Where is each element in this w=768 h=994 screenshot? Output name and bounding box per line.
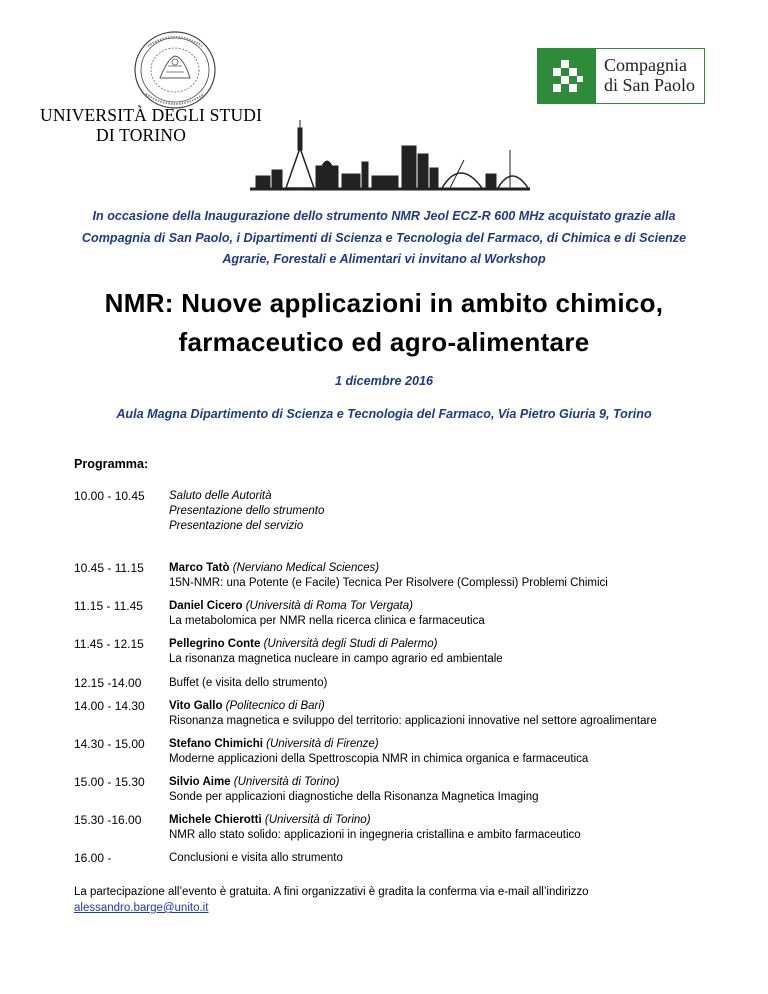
sponsor-name-line1: Compagnia <box>604 55 687 75</box>
slot-text: Conclusioni e visita allo strumento <box>169 852 343 864</box>
slot-time: 10.00 - 10.45 <box>74 489 145 503</box>
speaker-name: Stefano Chimichi <box>169 738 263 750</box>
sponsor-name <box>596 49 704 103</box>
slot-time: 16.00 - <box>74 851 112 865</box>
page-title <box>40 284 728 362</box>
programme-heading: Programma: <box>74 457 149 471</box>
speaker-name: Pellegrino Conte <box>169 638 261 650</box>
sponsor-logo <box>537 48 705 104</box>
slot-time: 14.00 - 14.30 <box>74 699 145 713</box>
slot-time: 15.30 -16.00 <box>74 813 142 827</box>
speaker-affiliation: (Nerviano Medical Sciences) <box>232 562 380 574</box>
talk-title: La risonanza magnetica nucleare in campo agrario ed ambientale <box>169 653 503 665</box>
sponsor-name-line2: di San Paolo <box>604 75 696 95</box>
speaker-affiliation: (Università di Torino) <box>264 814 371 826</box>
speaker-name: Vito Gallo <box>169 700 223 712</box>
speaker-name: Silvio Aime <box>169 776 231 788</box>
slot-line: Presentazione dello strumento <box>169 505 325 517</box>
speaker-affiliation: (Università di Torino) <box>233 776 340 788</box>
university-name-line1: UNIVERSITÀ DEGLI STUDI <box>40 105 263 125</box>
speaker-affiliation: (Università di Firenze) <box>266 738 379 750</box>
event-venue: Aula Magna Dipartimento di Scienza e Tecnologia del Farmaco, Via Pietro Giuria 9, Torino <box>116 407 652 421</box>
slot-text: Buffet (e visita dello strumento) <box>169 677 328 689</box>
speaker-name: Marco Tatò <box>169 562 230 574</box>
university-name-line2: DI TORINO <box>96 125 187 145</box>
speaker-affiliation: (Politecnico di Bari) <box>225 700 325 712</box>
slot-time: 11.15 - 11.45 <box>74 599 143 613</box>
intro-paragraph: In occasione della Inaugurazione dello strumento NMR Jeol ECZ-R 600 MHz acquistato grazie alla Compagnia di San Paolo, i Dipartimenti di Scienza e Tecnologia del Farmaco, di Chimica e di Scienze Agrarie, Forestali e Alimentari vi invitano al Workshop <box>81 209 687 266</box>
footer-note <box>74 884 714 916</box>
footer-text: La partecipazione all’evento è gratuita. A fini organizzativi è gradita la conferma via e-mail all’indirizzo <box>74 886 589 898</box>
speaker-name: Daniel Cicero <box>169 600 243 612</box>
slot-line: Presentazione del servizio <box>169 520 304 532</box>
university-logo <box>40 28 280 143</box>
talk-title: Moderne applicazioni della Spettroscopia NMR in chimica organica e farmaceutica <box>169 753 589 765</box>
talk-title: La metabolomica per NMR nella ricerca clinica e farmaceutica <box>169 615 485 627</box>
slot-time: 10.45 - 11.15 <box>74 561 144 575</box>
event-date: 1 dicembre 2016 <box>334 374 433 388</box>
slot-line: Saluto delle Autorità <box>169 490 272 502</box>
title-line1: NMR: Nuove applicazioni in ambito chimico, <box>104 288 664 318</box>
slot-time: 11.45 - 12.15 <box>74 637 144 651</box>
sponsor-mark-icon <box>538 49 596 103</box>
talk-title: NMR allo stato solido: applicazioni in ingegneria cristallina e ambito farmaceutico <box>169 829 581 841</box>
speaker-affiliation: (Università degli Studi di Palermo) <box>263 638 438 650</box>
contact-email-link[interactable]: alessandro.barge@unito.it <box>74 902 209 914</box>
title-line2: farmaceutico ed agro-alimentare <box>178 327 590 357</box>
speaker-name: Michele Chierotti <box>169 814 262 826</box>
speaker-affiliation: (Università di Roma Tor Vergata) <box>245 600 413 612</box>
slot-time: 15.00 - 15.30 <box>74 775 145 789</box>
turin-skyline-illustration <box>250 118 530 198</box>
university-seal-icon <box>118 28 232 112</box>
talk-title: 15N-NMR: una Potente (e Facile) Tecnica Per Risolvere (Complessi) Problemi Chimici <box>169 577 608 589</box>
slot-time: 12.15 -14.00 <box>74 676 142 690</box>
talk-title: Risonanza magnetica e sviluppo del territorio: applicazioni innovative nel settore agroalimentare <box>169 715 657 727</box>
talk-title: Sonde per applicazioni diagnostiche della Risonanza Magnetica Imaging <box>169 791 539 803</box>
slot-time: 14.30 - 15.00 <box>74 737 145 751</box>
